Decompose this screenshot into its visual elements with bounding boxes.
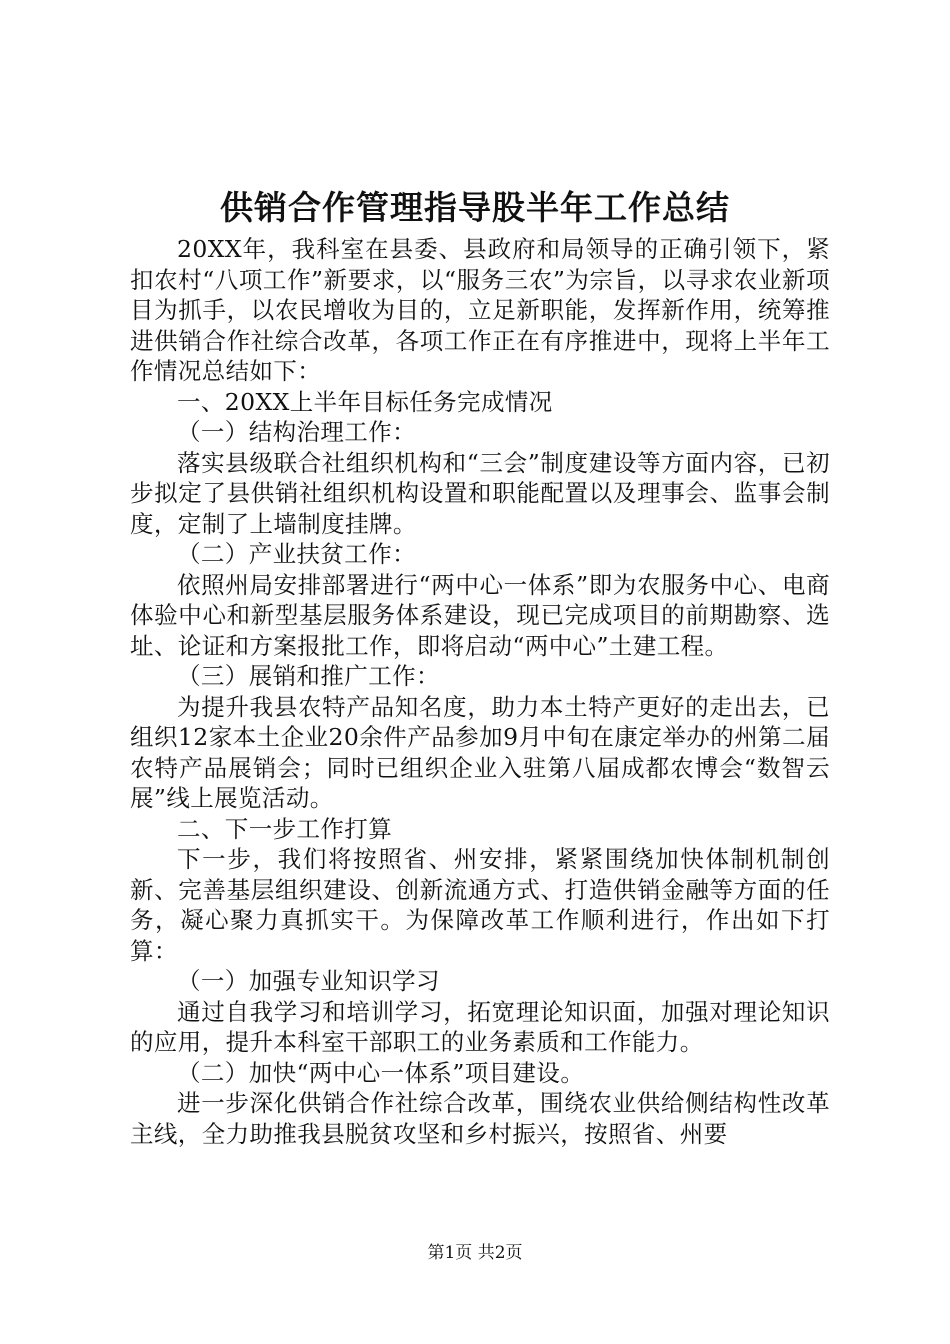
subsection-heading: （二）加快“两中心一体系”项目建设。 bbox=[177, 1058, 585, 1087]
subsection-heading: （一）加强专业知识学习 bbox=[177, 967, 440, 995]
paragraph: 下一步，我们将按照省、州安排，紧紧围绕加快体制机制创新、完善基层组织建设、创新流通方式、打造供销金融等方面的任务，凝心聚力真抓实干。为保障改革工作顺利进行，作出如下打算： bbox=[130, 845, 830, 965]
section-heading: 二、下一步工作打算 bbox=[177, 814, 393, 843]
page-number: 第1页 共2页 bbox=[427, 1243, 523, 1263]
section-heading: 一、20XX上半年目标任务完成情况 bbox=[177, 387, 553, 416]
paragraph: 落实县级联合社组织机构和“三会”制度建设等方面内容，已初步拟定了县供销社组织机构设置和职能配置以及理事会、监事会制度，定制了上墙制度挂牌。 bbox=[130, 448, 830, 538]
paragraph: 20XX年，我科室在县委、县政府和局领导的正确引领下，紧扣农村“八项工作”新要求，以“服务三农”为宗旨，以寻求农业新项目为抓手，以农民增收为目的，立足新职能，发挥新作用，统筹推进供销合作社综合改革，各项工作正在有序推进中，现将上半年工作情况总结如下： bbox=[130, 235, 830, 385]
subsection-heading: （三）展销和推广工作： bbox=[177, 662, 440, 690]
paragraph: 通过自我学习和培训学习，拓宽理论知识面，加强对理论知识的应用，提升本科室干部职工的业务素质和工作能力。 bbox=[130, 997, 830, 1056]
paragraph: 为提升我县农特产品知名度，助力本土特产更好的走出去，已组织12家本土企业20余件产品参加9月中旬在康定举办的州第二届农特产品展销会；同时已组织企业入驻第八届成都农博会“数智云展”线上展览活动。 bbox=[130, 692, 830, 812]
paragraph: 依照州局安排部署进行“两中心一体系”即为农服务中心、电商体验中心和新型基层服务体系建设，现已完成项目的前期勘察、选址、论证和方案报批工作，即将启动“两中心”土建工程。 bbox=[130, 570, 830, 660]
document-body bbox=[130, 234, 830, 1149]
subsection-heading: （一）结构治理工作： bbox=[177, 418, 416, 446]
paragraph: 进一步深化供销合作社综合改革，围绕农业供给侧结构性改革主线，全力助推我县脱贫攻坚和乡村振兴，按照省、州要 bbox=[130, 1089, 830, 1148]
subsection-heading: （二）产业扶贫工作： bbox=[177, 540, 416, 568]
document-title: 供销合作管理指导股半年工作总结 bbox=[220, 188, 730, 227]
